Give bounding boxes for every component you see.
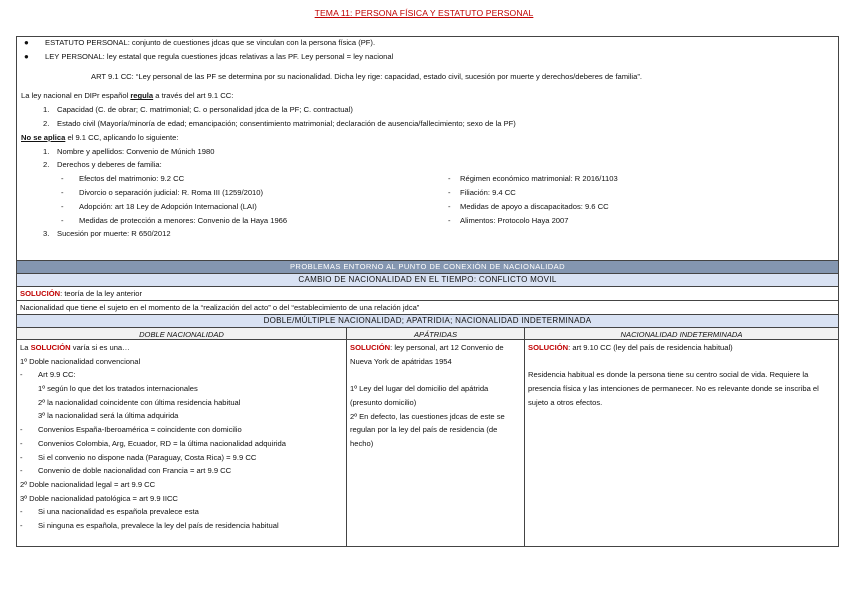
family-right-item: Alimentos: Protocolo Haya 2007	[460, 215, 569, 225]
doble-line-text: Si ninguna es española, prevalece la ley del país de residencia habitual	[38, 520, 279, 530]
apatridas-solution-text: : ley personal, art 12 Convenio de Nueva York de apátridas 1954	[350, 343, 504, 366]
family-left-item: Divorcio o separación judicial: R. Roma III (1259/2010)	[79, 187, 264, 197]
solution-label: SOLUCIÓN	[30, 343, 71, 352]
bullet-text: LEY PERSONAL: ley estatal que regula cuestiones jdcas relativas a las PF. Ley personal = ley nacional	[45, 51, 394, 61]
numbered-item	[21, 106, 834, 120]
family-row	[21, 217, 834, 231]
doble-intro-text: varía si es una…	[70, 343, 130, 352]
numbered-item	[21, 148, 834, 162]
doble-intro-text: La	[20, 343, 31, 352]
dash-icon: -	[61, 215, 64, 225]
dash-icon: -	[61, 187, 64, 197]
doble-line: 2º la nacionalidad coincidente con última residencia habitual	[38, 397, 241, 407]
apatridas-solution	[350, 341, 521, 368]
solution-line	[17, 286, 838, 300]
doble-line	[20, 423, 343, 437]
family-right-item: Filiación: 9.4 CC	[460, 187, 516, 197]
doble-line-text: Convenio de doble nacionalidad con Francia = art 9.9 CC	[38, 466, 232, 476]
bullet-icon: ●	[24, 51, 29, 61]
dash-icon: -	[448, 174, 451, 184]
dash-icon: -	[448, 187, 451, 197]
doble-line-text: Convenios España-Iberoamérica = coincidente con domicilio	[38, 425, 242, 435]
solution-label: SOLUCIÓN	[528, 343, 569, 352]
doble-line	[20, 464, 343, 478]
family-left-item: Adopción: art 18 Ley de Adopción Internacional (LAI)	[79, 201, 257, 211]
indeterminada-solution	[528, 341, 835, 355]
dash-icon: -	[448, 215, 451, 225]
apatridas-point: 2º En defecto, las cuestiones jdcas de este se regulan por la ley del país de residencia (de hecho)	[350, 411, 505, 448]
section-header-problemas: PROBLEMAS ENTORNO AL PUNTO DE CONEXIÓN DE NACIONALIDAD	[17, 260, 838, 273]
item-text: Sucesión por muerte: R 650/2012	[57, 229, 171, 239]
doble-line	[20, 437, 343, 451]
solution-label: SOLUCIÓN	[350, 343, 391, 352]
no-aplica-text: el 9.1 CC, aplicando lo siguiente:	[65, 132, 179, 142]
apatridas-point: 1º Ley del lugar del domicilio del apátrida (presunto domicilio)	[350, 384, 489, 407]
family-left-item: Medidas de protección a menores: Convenio de la Haya 1966	[79, 215, 288, 225]
bullet-icon: ●	[24, 38, 29, 47]
dash-icon: -	[20, 425, 23, 435]
num-label: 2.	[43, 160, 50, 170]
item-text: Estado civil (Mayoría/minoría de edad; emancipación; consentimiento matrimonial; declaración de ausencia/fallecimiento; sexo de la PF)	[57, 118, 516, 128]
numbered-item	[21, 230, 834, 244]
doble-line	[20, 368, 343, 382]
indeterminada-solution-text: : art 9.10 CC (ley del país de residencia habitual)	[568, 343, 733, 352]
item-text: Derechos y deberes de familia:	[57, 160, 162, 170]
dash-icon: -	[448, 201, 451, 211]
doble-line: 1º según lo que det los tratados internacionales	[38, 384, 198, 394]
item-text: Capacidad (C. de obrar; C. matrimonial; C. o personalidad jdca de la PF; C. contractual)	[57, 105, 353, 115]
num-label: 3.	[43, 229, 50, 239]
bullet-item	[21, 53, 834, 67]
bullet-item	[21, 39, 834, 53]
item-text: Nombre y apellidos: Convenio de Múnich 1980	[57, 146, 215, 156]
doble-line	[20, 505, 343, 519]
doble-line	[20, 451, 343, 465]
header-indeterminada: NACIONALIDAD INDETERMINADA	[524, 328, 838, 339]
numbered-item	[21, 161, 834, 175]
dash-icon: -	[20, 507, 23, 517]
doble-line-text: Art 9.9 CC:	[38, 370, 76, 380]
columns-body	[17, 339, 838, 546]
intro-line	[21, 92, 834, 106]
num-label: 2.	[43, 118, 50, 128]
indeterminada-detail: Residencia habitual es donde la persona tiene su centro social de vida. Requiere la presencia física y las intenciones de permanecer. No es relevante donde se inscriba el sujeto a otros efectos.	[528, 370, 819, 407]
intro-text: a través del art 9.1 CC:	[153, 91, 234, 101]
indeterminada-column	[524, 340, 838, 546]
doble-intro	[20, 341, 343, 355]
section-header-doble: DOBLE/MÚLTIPLE NACIONALIDAD; APATRIDIA; NACIONALIDAD INDETERMINADA	[17, 314, 838, 327]
doble-line: 3º Doble nacionalidad patológica = art 9.9 IICC	[20, 493, 178, 503]
doble-line: 2º Doble nacionalidad legal = art 9.9 CC	[20, 479, 156, 489]
apatridas-column	[346, 340, 524, 546]
family-right-item: Medidas de apoyo a discapacitados: 9.6 CC	[460, 201, 609, 211]
doble-line: 1º Doble nacionalidad convencional	[20, 356, 141, 366]
dash-icon: -	[61, 201, 64, 211]
section-header-cambio: CAMBIO DE NACIONALIDAD EN EL TIEMPO: CONFLICTO MOVIL	[17, 273, 838, 286]
family-row	[21, 175, 834, 189]
header-apatridas: APÁTRIDAS	[346, 328, 524, 339]
family-row	[21, 189, 834, 203]
dash-icon: -	[20, 520, 23, 530]
dash-icon: -	[20, 452, 23, 462]
dash-icon: -	[20, 438, 23, 448]
solution-text: : teoría de la ley anterior	[60, 289, 142, 298]
family-row	[21, 203, 834, 217]
solution-detail: Nacionalidad que tiene el sujeto en el momento de la “realización del acto” o del “establecimiento de una relación jdca”	[17, 300, 838, 314]
header-doble: DOBLE NACIONALIDAD	[139, 330, 224, 339]
dash-icon: -	[61, 174, 64, 184]
top-section	[17, 37, 838, 260]
family-left-item: Efectos del matrimonio: 9.2 CC	[79, 174, 185, 184]
num-label: 1.	[43, 105, 50, 115]
intro-underlined: regula	[130, 91, 154, 101]
page-title: TEMA 11: PERSONA FÍSICA Y ESTATUTO PERSONAL	[314, 8, 534, 18]
doble-line	[20, 519, 343, 533]
doble-line: 3º la nacionalidad será la última adquirida	[38, 411, 179, 421]
doble-line-text: Convenios Colombia, Arg, Ecuador, RD = la última nacionalidad adquirida	[38, 438, 286, 448]
dash-icon: -	[20, 370, 23, 380]
art-9-1-quote: ART 9.1 CC: “Ley personal de las PF se determina por su nacionalidad. Dicha ley rige: capacidad, estado civil, sucesión por muerte y derechos/deberes de familia”.	[91, 71, 642, 81]
num-label: 1.	[43, 146, 50, 156]
doble-line-text: Si el convenio no dispone nada (Paraguay, Costa Rica) = 9.9 CC	[38, 452, 257, 462]
numbered-item	[21, 120, 834, 134]
no-aplica-underlined: No se aplica	[21, 132, 66, 142]
no-aplica-line	[21, 134, 834, 148]
content-table	[16, 36, 839, 547]
solution-label: SOLUCIÓN	[20, 289, 61, 298]
doble-column	[17, 340, 346, 546]
family-right-item: Régimen económico matrimonial: R 2016/1103	[460, 174, 618, 184]
intro-text: La ley nacional en DIPr español	[21, 91, 131, 101]
column-headers	[17, 327, 838, 339]
bullet-text: ESTATUTO PERSONAL: conjunto de cuestiones jdcas que se vinculan con la persona física (PF).	[45, 38, 376, 47]
doble-line-text: Si una nacionalidad es española prevalece esta	[38, 507, 199, 517]
dash-icon: -	[20, 466, 23, 476]
